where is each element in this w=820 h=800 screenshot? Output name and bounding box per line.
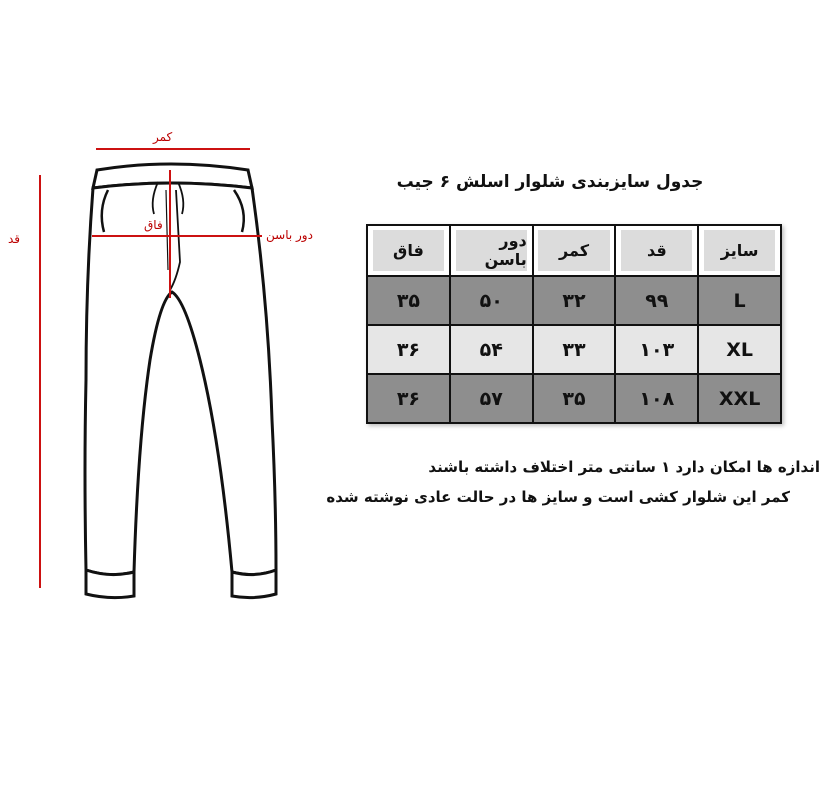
cell-waist: ۳۲ [534,277,617,324]
crotch-label: فاق [144,218,163,232]
header-size: سایز [704,230,775,270]
note-tolerance: اندازه ها امکان دارد ۱ سانتی متر اختلاف داشته باشند [428,458,820,476]
note-elastic-waist: کمر این شلوار کشی است و سایز ها در حالت عادی نوشته شده [326,488,790,506]
header-cell [368,226,451,275]
cell-waist: ۳۵ [534,375,617,422]
cell-crotch: ۳۵ [368,277,451,324]
cell-hip: ۵۷ [451,375,534,422]
cell-size: XL [726,338,753,361]
cell-height: ۱۰۳ [616,326,699,373]
table-row [368,275,780,324]
cell-height: ۱۰۸ [616,375,699,422]
pants-diagram [0,0,340,640]
header-cell [534,226,617,275]
height-label: قد [8,232,21,246]
hip-label: دور باسن [266,228,313,242]
header-crotch: فاق [373,230,444,270]
size-table [366,224,782,424]
header-waist: کمر [538,230,609,270]
table-row [368,373,780,422]
header-cell [699,226,780,275]
header-hip: دور باسن [456,230,527,270]
table-header-row [368,226,780,275]
waist-label: کمر [153,130,173,144]
table-row [368,324,780,373]
cell-waist: ۳۳ [534,326,617,373]
header-cell [616,226,699,275]
cell-hip: ۵۰ [451,277,534,324]
cell-size: XXL [718,387,761,410]
cell-height: ۹۹ [616,277,699,324]
header-cell [451,226,534,275]
cell-size: L [733,289,746,312]
pants-outline [85,183,276,575]
cell-hip: ۵۴ [451,326,534,373]
header-height: قد [621,230,692,270]
left-cuff [86,570,134,598]
cell-crotch: ۳۶ [368,326,451,373]
right-cuff [232,570,276,598]
table-title: جدول سایزبندی شلوار اسلش ۶ جیب [396,172,704,192]
cell-crotch: ۳۶ [368,375,451,422]
